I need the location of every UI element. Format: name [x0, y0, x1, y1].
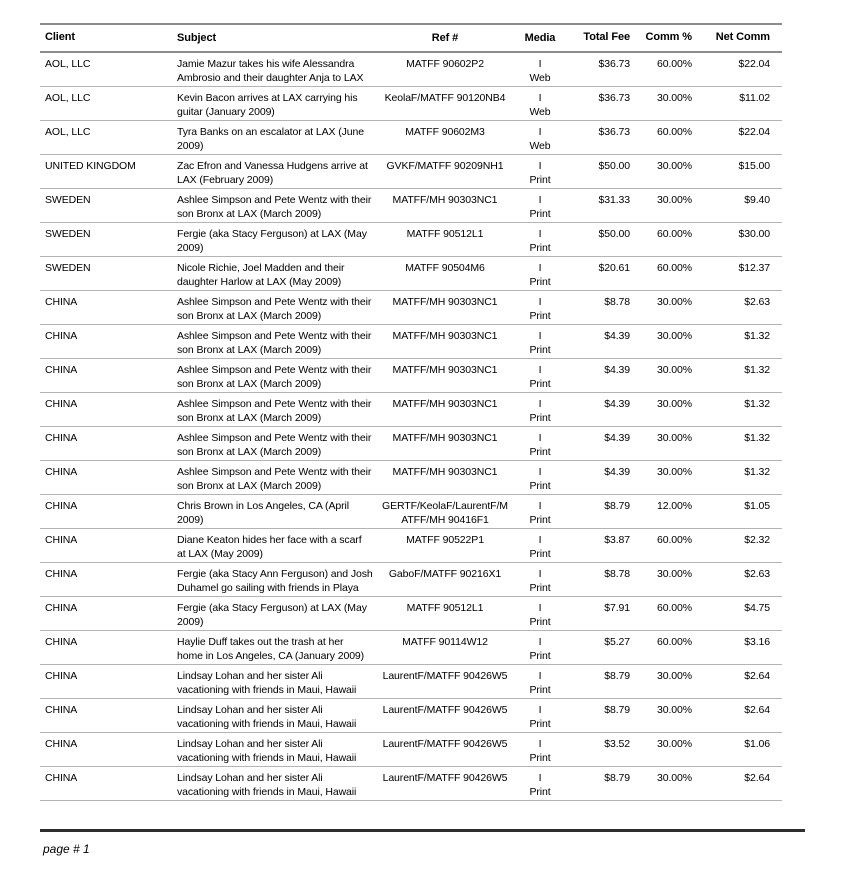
page-number: page # 1 — [43, 842, 90, 856]
cell-ref-line: LaurentF/MATFF 90426W5 — [382, 738, 508, 750]
cell-comm-pct: 12.00% — [656, 500, 692, 512]
cell-subject-line: vacationing with friends in Maui, Hawaii — [177, 717, 357, 730]
cell-client: CHINA — [45, 466, 78, 478]
cell-subject-line: Nicole Richie, Joel Madden and their — [177, 262, 345, 274]
cell-subject — [177, 500, 373, 527]
cell-comm-pct: 30.00% — [656, 568, 692, 580]
column-header-comm-pct: Comm % — [645, 31, 692, 44]
cell-total-fee: $8.79 — [604, 772, 630, 784]
cell-client: SWEDEN — [45, 228, 91, 240]
cell-total-fee: $36.73 — [598, 126, 630, 138]
cell-subject-line: son Bronx at LAX (March 2009) — [177, 445, 322, 458]
cell-media-line: I — [538, 772, 542, 784]
cell-ref-line: MATFF 90512L1 — [406, 228, 484, 240]
cell-client: CHINA — [45, 602, 78, 614]
cell-subject-line: Ambrosio and their daughter Anja to LAX — [177, 71, 364, 84]
cell-comm-pct: 30.00% — [656, 466, 692, 478]
cell-comm-pct: 30.00% — [656, 160, 692, 172]
cell-media-line: Web — [529, 139, 551, 152]
table-row — [40, 155, 782, 189]
cell-subject — [177, 126, 373, 153]
table-row — [40, 733, 782, 767]
cell-media-line: Print — [529, 241, 551, 254]
cell-subject — [177, 602, 373, 629]
cell-ref — [373, 126, 517, 153]
cell-media-line: Print — [529, 683, 551, 696]
cell-client: CHINA — [45, 398, 78, 410]
cell-client: CHINA — [45, 364, 78, 376]
table-row — [40, 393, 782, 427]
table-row — [40, 189, 782, 223]
cell-media-line: Print — [529, 615, 551, 628]
cell-media-line: I — [538, 670, 542, 682]
cell-media — [517, 670, 563, 697]
cell-media-line: I — [538, 262, 542, 274]
cell-ref — [373, 466, 517, 493]
cell-media — [517, 364, 563, 391]
cell-comm-pct: 60.00% — [656, 228, 692, 240]
cell-ref — [373, 534, 517, 561]
cell-ref — [373, 58, 517, 85]
table-row — [40, 325, 782, 359]
cell-media — [517, 568, 563, 595]
cell-comm-pct: 30.00% — [656, 432, 692, 444]
cell-subject — [177, 670, 373, 697]
cell-subject-line: Lindsay Lohan and her sister Ali — [177, 670, 323, 682]
cell-total-fee: $8.78 — [604, 296, 630, 308]
cell-subject-line: Fergie (aka Stacy Ferguson) at LAX (May — [177, 602, 367, 614]
cell-ref-line: MATFF/MH 90303NC1 — [392, 194, 498, 206]
cell-ref-line: LaurentF/MATFF 90426W5 — [382, 670, 508, 682]
cell-client: CHINA — [45, 330, 78, 342]
cell-media — [517, 636, 563, 663]
cell-subject-line: vacationing with friends in Maui, Hawaii — [177, 751, 357, 764]
cell-net-comm: $9.40 — [744, 194, 770, 206]
table-row — [40, 699, 782, 733]
cell-subject — [177, 330, 373, 357]
cell-client: CHINA — [45, 534, 78, 546]
cell-client: AOL, LLC — [45, 58, 91, 70]
table-row — [40, 53, 782, 87]
table-body — [40, 53, 782, 801]
cell-total-fee: $5.27 — [604, 636, 630, 648]
cell-ref-line: MATFF/MH 90303NC1 — [392, 330, 498, 342]
cell-total-fee: $7.91 — [604, 602, 630, 614]
cell-subject-line: son Bronx at LAX (March 2009) — [177, 479, 322, 492]
cell-media-line: Print — [529, 173, 551, 186]
cell-total-fee: $4.39 — [604, 330, 630, 342]
cell-media-line: I — [538, 500, 542, 512]
cell-ref-line: MATFF 90602P2 — [406, 58, 484, 70]
cell-ref-line: MATFF/MH 90303NC1 — [392, 466, 498, 478]
cell-media-line: I — [538, 466, 542, 478]
cell-subject-line: daughter Harlow at LAX (May 2009) — [177, 275, 342, 288]
cell-total-fee: $4.39 — [604, 432, 630, 444]
cell-ref — [373, 398, 517, 425]
cell-comm-pct: 60.00% — [656, 262, 692, 274]
table-header-row — [40, 25, 782, 53]
cell-net-comm: $4.75 — [744, 602, 770, 614]
cell-net-comm: $1.32 — [744, 466, 770, 478]
cell-subject — [177, 160, 373, 187]
cell-total-fee: $50.00 — [598, 228, 630, 240]
cell-comm-pct: 60.00% — [656, 58, 692, 70]
table-row — [40, 495, 782, 529]
cell-subject-line: Ashlee Simpson and Pete Wentz with their — [177, 432, 372, 444]
cell-client: CHINA — [45, 670, 78, 682]
cell-net-comm: $22.04 — [738, 58, 770, 70]
cell-subject — [177, 92, 373, 119]
cell-net-comm: $11.02 — [739, 92, 770, 104]
cell-subject-line: son Bronx at LAX (March 2009) — [177, 411, 322, 424]
cell-subject-line: Jamie Mazur takes his wife Alessandra — [177, 58, 355, 70]
cell-media-line: I — [538, 126, 542, 138]
cell-ref-line: MATFF/MH 90303NC1 — [392, 296, 498, 308]
cell-net-comm: $30.00 — [738, 228, 770, 240]
cell-ref — [373, 602, 517, 629]
cell-media-line: Print — [529, 207, 551, 220]
cell-ref — [373, 704, 517, 731]
cell-media-line: I — [538, 738, 542, 750]
cell-subject-line: son Bronx at LAX (March 2009) — [177, 343, 322, 356]
cell-subject — [177, 228, 373, 255]
cell-comm-pct: 30.00% — [656, 772, 692, 784]
cell-subject-line: Lindsay Lohan and her sister Ali — [177, 704, 323, 716]
cell-subject-line: Fergie (aka Stacy Ferguson) at LAX (May — [177, 228, 367, 240]
cell-subject-line: LAX (February 2009) — [177, 173, 274, 186]
cell-media — [517, 262, 563, 289]
cell-media — [517, 330, 563, 357]
cell-media-line: Print — [529, 717, 551, 730]
cell-subject — [177, 296, 373, 323]
cell-ref-line: MATFF 90114W12 — [402, 636, 488, 648]
cell-media — [517, 772, 563, 799]
cell-subject — [177, 58, 373, 85]
cell-media-line: I — [538, 296, 542, 308]
cell-media — [517, 704, 563, 731]
cell-net-comm: $1.32 — [744, 330, 770, 342]
cell-media-line: I — [538, 602, 542, 614]
cell-ref-line: KeolaF/MATFF 90120NB4 — [384, 92, 506, 104]
cell-total-fee: $8.79 — [604, 500, 630, 512]
table-row — [40, 257, 782, 291]
cell-client: CHINA — [45, 636, 78, 648]
cell-media-line: I — [538, 228, 542, 240]
cell-net-comm: $15.00 — [738, 160, 770, 172]
cell-media-line: Print — [529, 751, 551, 764]
cell-net-comm: $3.16 — [744, 636, 770, 648]
cell-media — [517, 92, 563, 119]
cell-ref — [373, 228, 517, 255]
cell-ref — [373, 330, 517, 357]
cell-media-line: Print — [529, 513, 551, 526]
cell-subject-line: 2009) — [177, 615, 204, 628]
cell-media-line: I — [538, 92, 542, 104]
cell-media — [517, 398, 563, 425]
cell-comm-pct: 30.00% — [656, 398, 692, 410]
table-row — [40, 461, 782, 495]
cell-net-comm: $1.05 — [744, 500, 770, 512]
cell-media-line: Web — [529, 71, 551, 84]
cell-media — [517, 296, 563, 323]
cell-subject-line: Diane Keaton hides her face with a scarf — [177, 534, 362, 546]
cell-total-fee: $4.39 — [604, 398, 630, 410]
cell-media — [517, 58, 563, 85]
cell-subject-line: 2009) — [177, 513, 204, 526]
cell-subject-line: Haylie Duff takes out the trash at her — [177, 636, 344, 648]
cell-subject-line: son Bronx at LAX (March 2009) — [177, 309, 322, 322]
cell-media — [517, 160, 563, 187]
cell-net-comm: $22.04 — [738, 126, 770, 138]
cell-ref-line: GERTF/KeolaF/LaurentF/M — [382, 500, 508, 512]
cell-comm-pct: 60.00% — [656, 534, 692, 546]
cell-media — [517, 534, 563, 561]
cell-subject — [177, 364, 373, 391]
cell-client: CHINA — [45, 296, 78, 308]
cell-media-line: Print — [529, 479, 551, 492]
cell-net-comm: $2.64 — [744, 704, 770, 716]
cell-subject-line: guitar (January 2009) — [177, 105, 275, 118]
cell-total-fee: $3.87 — [604, 534, 630, 546]
column-header-total-fee: Total Fee — [583, 31, 630, 44]
cell-media-line: I — [538, 398, 542, 410]
cell-subject-line: Ashlee Simpson and Pete Wentz with their — [177, 364, 372, 376]
cell-subject-line: at LAX (May 2009) — [177, 547, 263, 560]
cell-subject-line: 2009) — [177, 139, 204, 152]
table-row — [40, 359, 782, 393]
cell-net-comm: $1.32 — [744, 432, 770, 444]
cell-subject-line: Duhamel go sailing with friends in Playa — [177, 581, 359, 594]
cell-media-line: Print — [529, 445, 551, 458]
cell-ref — [373, 160, 517, 187]
cell-subject — [177, 568, 373, 595]
cell-total-fee: $8.79 — [604, 704, 630, 716]
cell-ref — [373, 364, 517, 391]
column-header-subject: Subject — [177, 32, 217, 44]
cell-media-line: I — [538, 704, 542, 716]
cell-subject-line: Ashlee Simpson and Pete Wentz with their — [177, 466, 372, 478]
cell-ref-line: ATFF/MH 90416F1 — [401, 513, 489, 526]
fee-report-table — [40, 23, 782, 801]
cell-ref — [373, 432, 517, 459]
cell-ref — [373, 500, 517, 527]
cell-ref — [373, 568, 517, 595]
cell-subject-line: Kevin Bacon arrives at LAX carrying his — [177, 92, 358, 104]
cell-media — [517, 194, 563, 221]
cell-ref — [373, 262, 517, 289]
table-row — [40, 631, 782, 665]
column-header-media: Media — [524, 32, 556, 44]
table-row — [40, 767, 782, 801]
cell-ref-line: MATFF/MH 90303NC1 — [392, 364, 498, 376]
column-header-net-comm: Net Comm — [715, 31, 770, 44]
cell-subject-line: vacationing with friends in Maui, Hawaii — [177, 785, 357, 798]
cell-subject-line: son Bronx at LAX (March 2009) — [177, 377, 322, 390]
cell-subject — [177, 262, 373, 289]
cell-media-line: I — [538, 58, 542, 70]
cell-media-line: Print — [529, 275, 551, 288]
cell-subject — [177, 432, 373, 459]
cell-media-line: I — [538, 160, 542, 172]
cell-ref — [373, 670, 517, 697]
cell-ref-line: MATFF 90602M3 — [405, 126, 485, 138]
cell-media — [517, 738, 563, 765]
cell-media-line: I — [538, 330, 542, 342]
cell-ref-line: LaurentF/MATFF 90426W5 — [382, 772, 508, 784]
cell-comm-pct: 60.00% — [656, 126, 692, 138]
cell-ref — [373, 636, 517, 663]
cell-total-fee: $36.73 — [598, 92, 630, 104]
cell-net-comm: $12.37 — [738, 262, 770, 274]
cell-ref — [373, 92, 517, 119]
cell-net-comm: $1.32 — [744, 364, 770, 376]
table-row — [40, 529, 782, 563]
table-row — [40, 427, 782, 461]
cell-media-line: Print — [529, 649, 551, 662]
cell-media-line: Web — [529, 105, 551, 118]
column-header-client: Client — [45, 31, 75, 44]
cell-ref-line: MATFF 90522P1 — [406, 534, 484, 546]
table-row — [40, 291, 782, 325]
cell-comm-pct: 60.00% — [656, 636, 692, 648]
cell-media-line: I — [538, 636, 542, 648]
cell-client: CHINA — [45, 738, 78, 750]
cell-media-line: I — [538, 568, 542, 580]
table-row — [40, 223, 782, 257]
cell-subject — [177, 466, 373, 493]
cell-net-comm: $2.63 — [744, 296, 770, 308]
cell-subject-line: Zac Efron and Vanessa Hudgens arrive at — [177, 160, 368, 172]
cell-comm-pct: 60.00% — [656, 602, 692, 614]
cell-total-fee: $8.78 — [604, 568, 630, 580]
cell-comm-pct: 30.00% — [656, 704, 692, 716]
cell-client: CHINA — [45, 704, 78, 716]
cell-subject — [177, 772, 373, 799]
cell-ref-line: LaurentF/MATFF 90426W5 — [382, 704, 508, 716]
cell-client: AOL, LLC — [45, 92, 91, 104]
table-row — [40, 563, 782, 597]
cell-ref — [373, 738, 517, 765]
cell-subject-line: Ashlee Simpson and Pete Wentz with their — [177, 296, 372, 308]
cell-media — [517, 466, 563, 493]
cell-subject — [177, 636, 373, 663]
cell-media-line: I — [538, 194, 542, 206]
cell-subject — [177, 398, 373, 425]
cell-net-comm: $1.32 — [744, 398, 770, 410]
cell-subject — [177, 704, 373, 731]
cell-client: UNITED KINGDOM — [45, 160, 136, 172]
cell-ref-line: MATFF 90512L1 — [406, 602, 484, 614]
cell-subject-line: Chris Brown in Los Angeles, CA (April — [177, 500, 349, 512]
cell-subject — [177, 194, 373, 221]
cell-net-comm: $2.64 — [744, 670, 770, 682]
cell-net-comm: $1.06 — [744, 738, 770, 750]
cell-subject-line: Ashlee Simpson and Pete Wentz with their — [177, 330, 372, 342]
table-row — [40, 665, 782, 699]
cell-total-fee: $4.39 — [604, 466, 630, 478]
cell-subject — [177, 534, 373, 561]
cell-comm-pct: 30.00% — [656, 92, 692, 104]
cell-subject-line: Tyra Banks on an escalator at LAX (June — [177, 126, 364, 138]
cell-ref-line: MATFF/MH 90303NC1 — [392, 432, 498, 444]
cell-total-fee: $31.33 — [598, 194, 630, 206]
cell-net-comm: $2.63 — [744, 568, 770, 580]
cell-client: CHINA — [45, 568, 78, 580]
cell-media-line: Print — [529, 411, 551, 424]
cell-comm-pct: 30.00% — [656, 670, 692, 682]
cell-ref-line: GVKF/MATFF 90209NH1 — [386, 160, 504, 172]
cell-client: CHINA — [45, 432, 78, 444]
cell-client: CHINA — [45, 500, 78, 512]
table-row — [40, 87, 782, 121]
cell-media-line: Print — [529, 581, 551, 594]
table-row — [40, 121, 782, 155]
cell-subject-line: Ashlee Simpson and Pete Wentz with their — [177, 398, 372, 410]
cell-client: AOL, LLC — [45, 126, 91, 138]
cell-subject-line: 2009) — [177, 241, 204, 254]
cell-media-line: Print — [529, 547, 551, 560]
cell-ref-line: GaboF/MATFF 90216X1 — [388, 568, 502, 580]
cell-media-line: I — [538, 534, 542, 546]
cell-ref-line: MATFF/MH 90303NC1 — [392, 398, 498, 410]
cell-media-line: Print — [529, 377, 551, 390]
cell-media — [517, 228, 563, 255]
cell-comm-pct: 30.00% — [656, 330, 692, 342]
table-row — [40, 597, 782, 631]
cell-total-fee: $4.39 — [604, 364, 630, 376]
cell-ref — [373, 296, 517, 323]
cell-total-fee: $20.61 — [598, 262, 630, 274]
cell-media-line: Print — [529, 785, 551, 798]
footer-rule — [40, 829, 805, 832]
cell-media — [517, 500, 563, 527]
cell-media — [517, 432, 563, 459]
cell-comm-pct: 30.00% — [656, 738, 692, 750]
cell-media-line: Print — [529, 343, 551, 356]
cell-subject-line: Lindsay Lohan and her sister Ali — [177, 772, 323, 784]
cell-media — [517, 602, 563, 629]
column-header-ref: Ref # — [431, 32, 459, 44]
cell-subject-line: Fergie (aka Stacy Ann Ferguson) and Josh — [177, 568, 373, 580]
cell-subject-line: son Bronx at LAX (March 2009) — [177, 207, 322, 220]
cell-subject — [177, 738, 373, 765]
cell-subject-line: vacationing with friends in Maui, Hawaii — [177, 683, 357, 696]
cell-media — [517, 126, 563, 153]
cell-ref — [373, 194, 517, 221]
cell-media-line: I — [538, 432, 542, 444]
cell-subject-line: home in Los Angeles, CA (January 2009) — [177, 649, 365, 662]
cell-ref — [373, 772, 517, 799]
cell-total-fee: $3.52 — [604, 738, 630, 750]
cell-client: SWEDEN — [45, 194, 91, 206]
cell-subject-line: Lindsay Lohan and her sister Ali — [177, 738, 323, 750]
cell-total-fee: $50.00 — [598, 160, 630, 172]
cell-client: SWEDEN — [45, 262, 91, 274]
cell-ref-line: MATFF 90504M6 — [405, 262, 485, 274]
cell-comm-pct: 30.00% — [656, 194, 692, 206]
cell-comm-pct: 30.00% — [656, 296, 692, 308]
cell-media-line: I — [538, 364, 542, 376]
cell-client: CHINA — [45, 772, 78, 784]
cell-subject-line: Ashlee Simpson and Pete Wentz with their — [177, 194, 372, 206]
cell-media-line: Print — [529, 309, 551, 322]
cell-total-fee: $8.79 — [604, 670, 630, 682]
cell-net-comm: $2.32 — [744, 534, 770, 546]
cell-comm-pct: 30.00% — [656, 364, 692, 376]
cell-net-comm: $2.64 — [744, 772, 770, 784]
cell-total-fee: $36.73 — [598, 58, 630, 70]
